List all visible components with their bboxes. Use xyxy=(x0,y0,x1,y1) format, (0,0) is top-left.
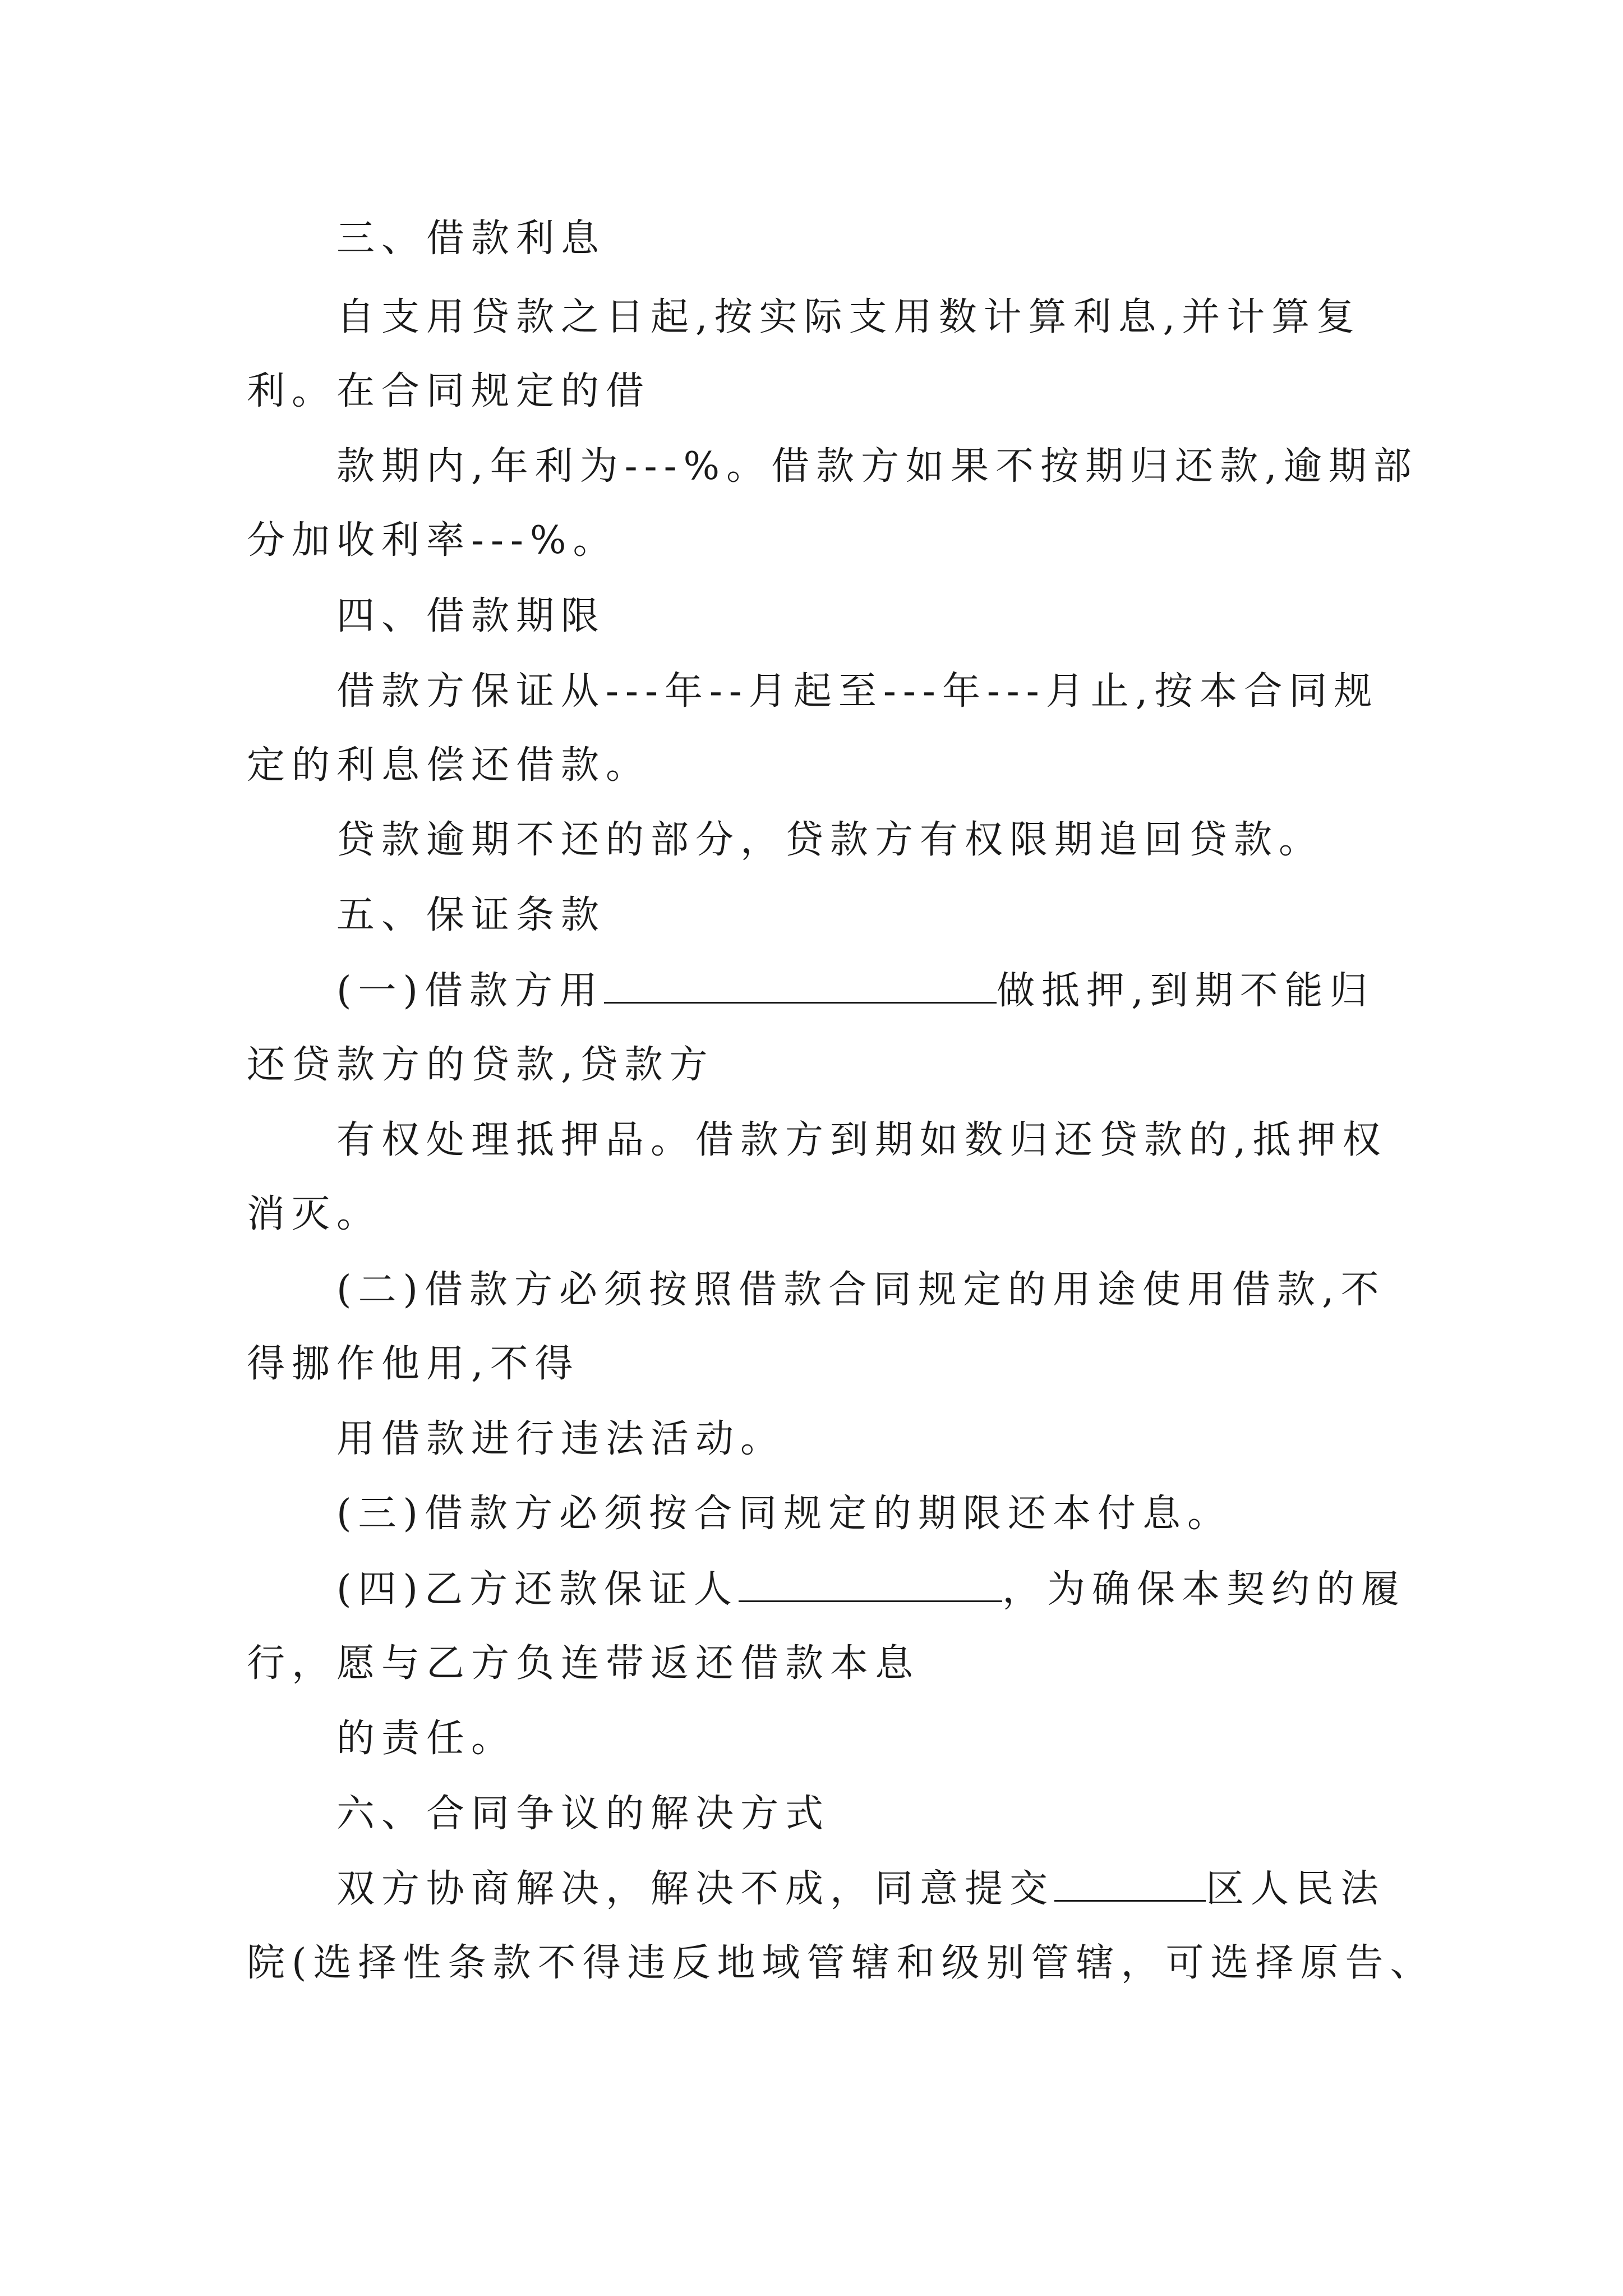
paragraph-line: 款期内,年利为---%。借款方如果不按期归还款,逾期部 xyxy=(336,444,1418,489)
paragraph-line: (二)借款方必须按照借款合同规定的用途使用借款,不 xyxy=(336,1268,1386,1312)
paragraph-line: 还贷款方的贷款,贷款方 xyxy=(247,1043,714,1087)
paragraph-line: 定的利息偿还借款。 xyxy=(247,743,651,788)
paragraph-line: (三)借款方必须按合同规定的期限还本付息。 xyxy=(336,1492,1233,1536)
paragraph-line: 有权处理抵押品。借款方到期如数归还贷款的,抵押权 xyxy=(336,1118,1387,1162)
paragraph-line: 用借款进行违法活动。 xyxy=(336,1417,786,1461)
paragraph-line: 利。在合同规定的借 xyxy=(247,369,651,413)
paragraph-line: 消灭。 xyxy=(247,1192,382,1236)
dispute-text-after: 区人民法 xyxy=(1206,1867,1386,1911)
paragraph-line: 的责任。 xyxy=(336,1717,517,1761)
paragraph-line: 自支用贷款之日起,按实际支用数计算利息,并计算复 xyxy=(336,295,1362,339)
clause-four-text-before: (四)乙方还款保证人 xyxy=(336,1567,739,1612)
clause-one-line xyxy=(336,968,1375,1014)
paragraph-line: 行，愿与乙方负连带返还借款本息 xyxy=(247,1641,920,1686)
paragraph-line: 得挪作他用,不得 xyxy=(247,1342,580,1386)
section-heading-interest: 三、借款利息 xyxy=(336,217,606,261)
section-heading-dispute: 六、合同争议的解决方式 xyxy=(336,1792,831,1836)
section-heading-guarantee: 五、保证条款 xyxy=(336,893,606,937)
paragraph-line: 贷款逾期不还的部分，贷款方有权限期追回贷款。 xyxy=(336,818,1324,862)
dispute-clause-line xyxy=(336,1866,1385,1912)
clause-four-text-after: ，为确保本契约的履 xyxy=(1002,1567,1407,1612)
guarantor-blank-field[interactable] xyxy=(739,1567,1002,1602)
court-district-blank-field[interactable] xyxy=(1054,1866,1206,1902)
paragraph-line: 分加收利率---%。 xyxy=(247,518,618,563)
dispute-text-before: 双方协商解决，解决不成，同意提交 xyxy=(336,1867,1055,1911)
paragraph-line: 院(选择性条款不得违反地域管辖和级别管辖，可选择原告、 xyxy=(247,1941,1435,1985)
clause-one-text-before: (一)借款方用 xyxy=(336,969,605,1013)
collateral-blank-field[interactable] xyxy=(604,968,997,1004)
clause-one-text-after: 做抵押,到期不能归 xyxy=(997,969,1375,1013)
clause-four-line xyxy=(336,1567,1406,1612)
section-heading-term: 四、借款期限 xyxy=(336,594,606,638)
paragraph-line: 借款方保证从---年--月起至---年---月止,按本合同规 xyxy=(336,669,1379,714)
